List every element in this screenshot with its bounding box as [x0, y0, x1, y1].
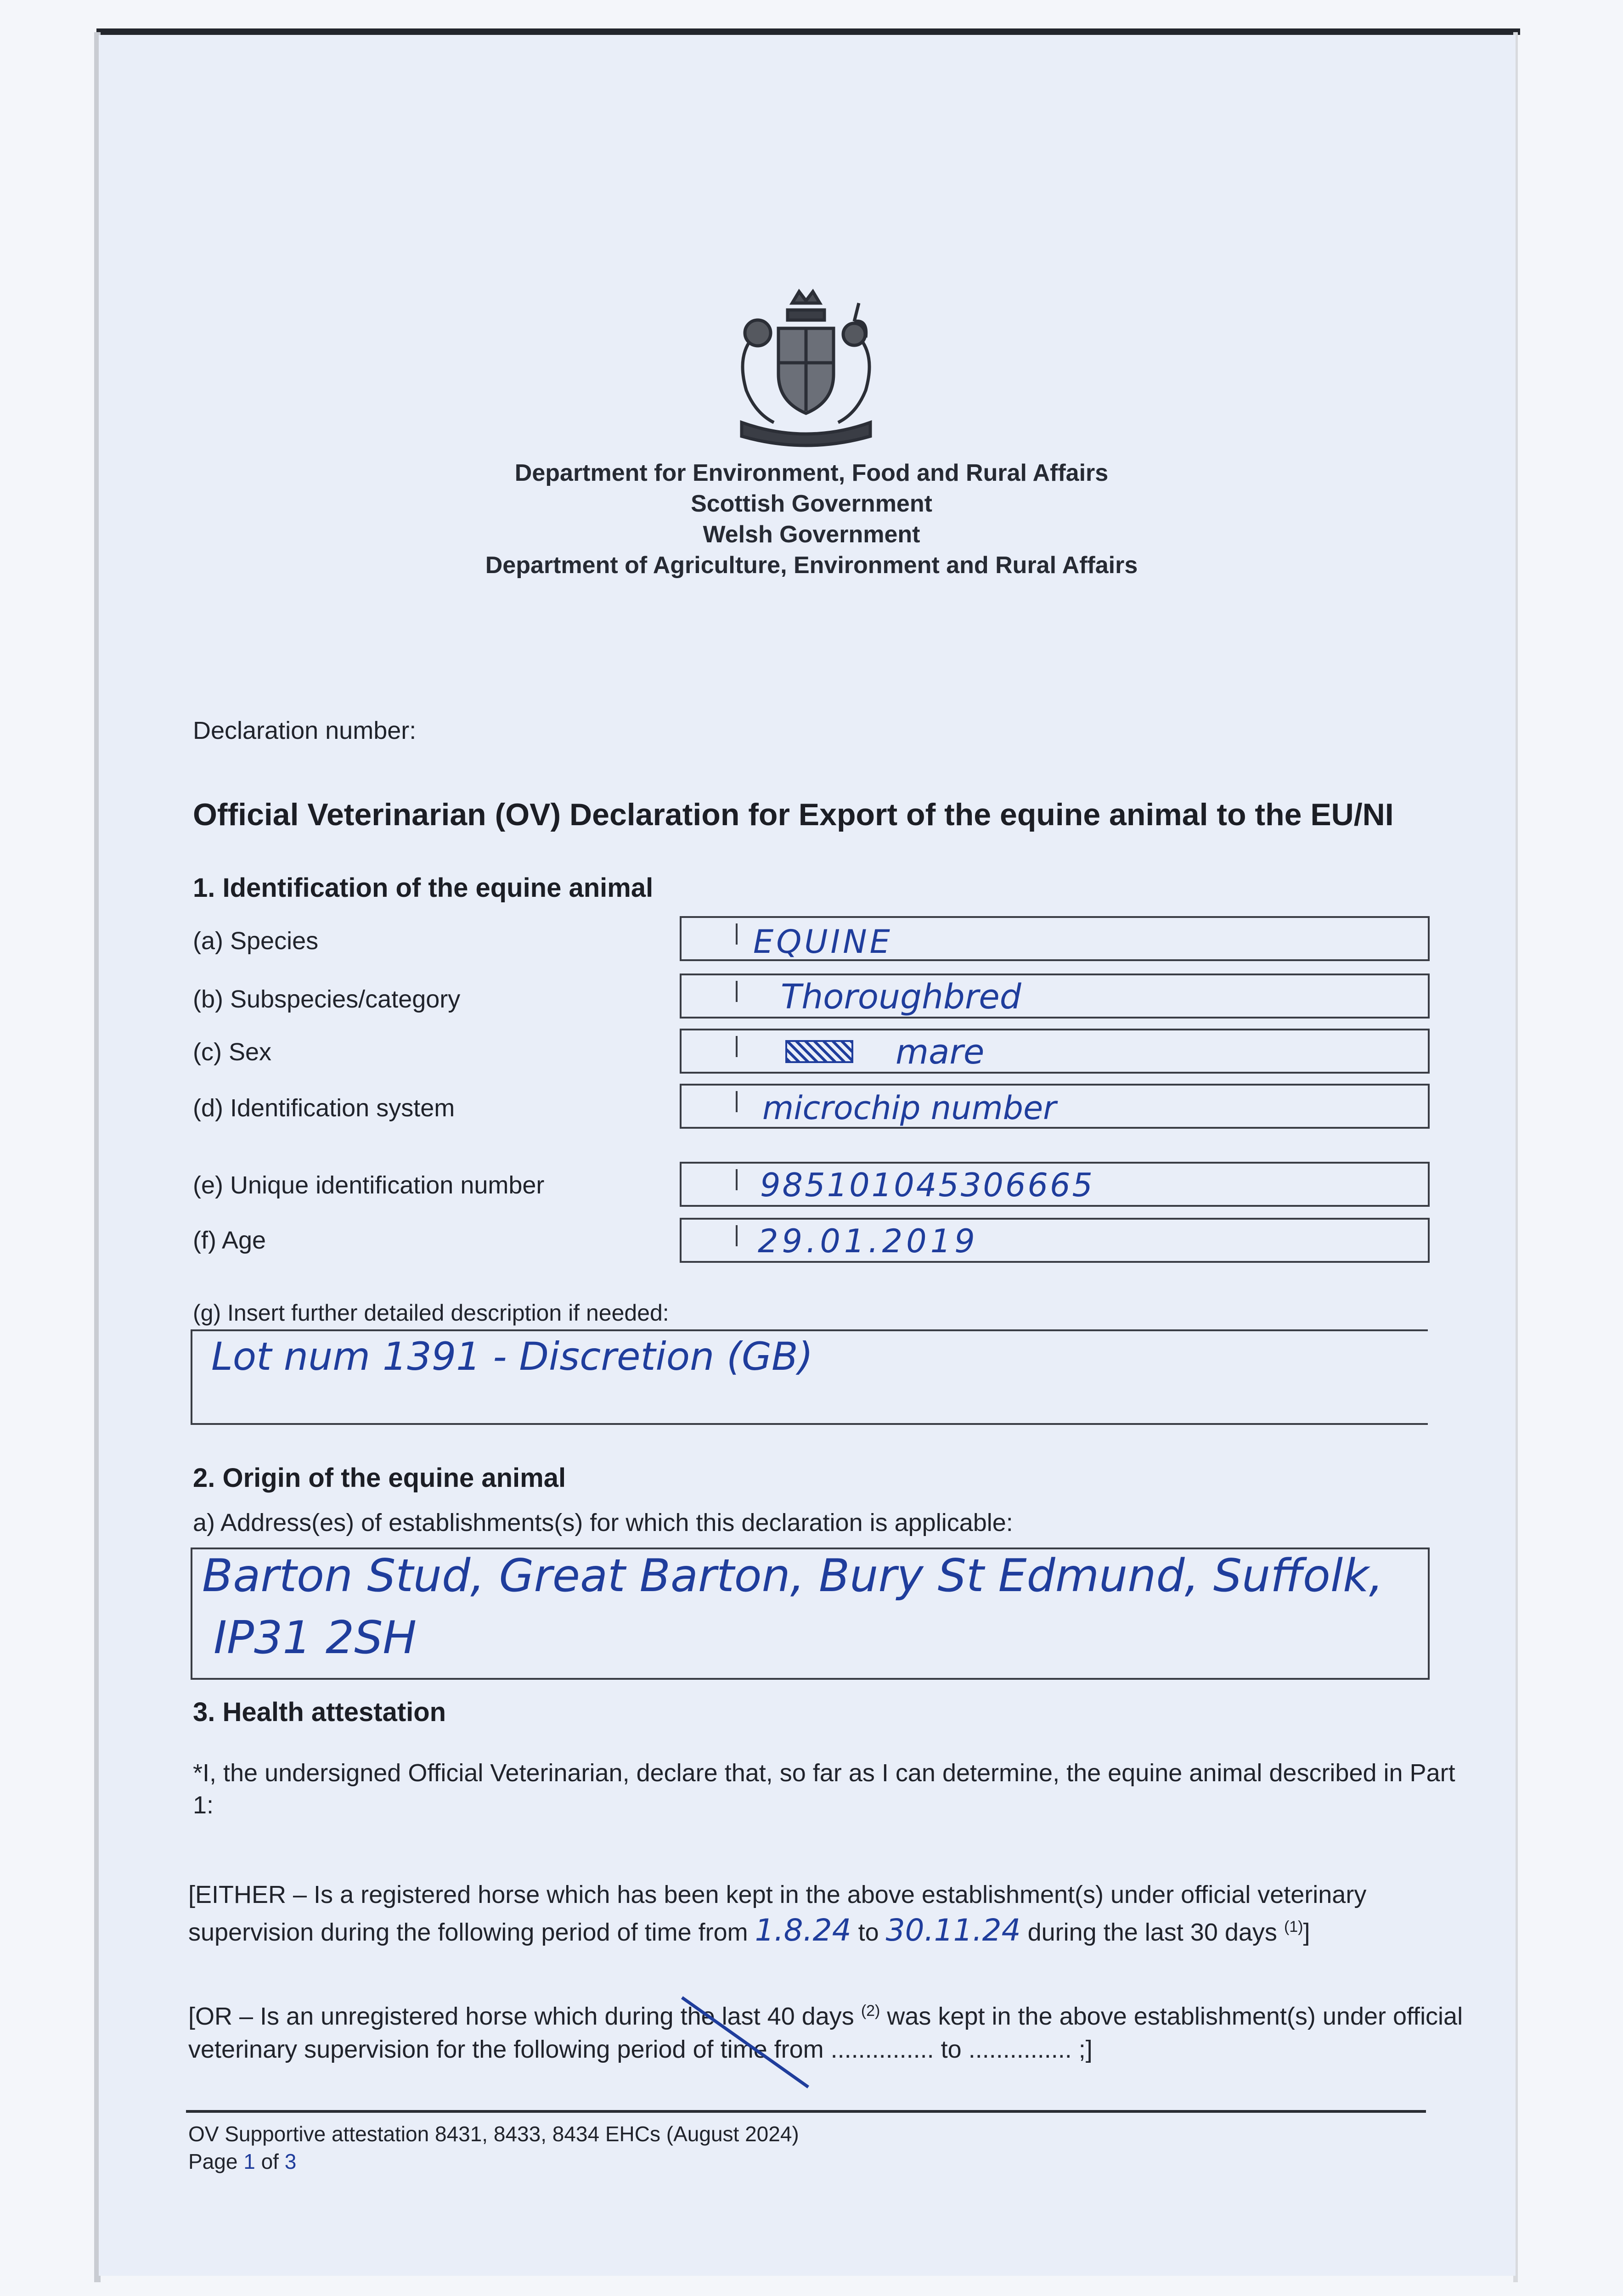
page-word: Page [188, 2150, 238, 2173]
subspecies-label: (b) Subspecies/category [193, 985, 461, 1013]
either-text-b: during the last 30 days [1027, 1919, 1277, 1946]
footer-attestation-line: OV Supportive attestation 8431, 8433, 8434 EHCs (August 2024) [188, 2122, 799, 2146]
or-line-2: veterinary supervision for the following period of time from ............... to ............... ;] [188, 2036, 1093, 2063]
or-text-a: [OR – Is an unregistered horse which during the last 40 days [188, 2003, 854, 2030]
either-footnote: (1) [1284, 1918, 1303, 1936]
either-line-1: [EITHER – Is a registered horse which has been kept in the above establishment(s) under official veterinary [188, 1881, 1367, 1908]
department-line-3: Welsh Government [703, 521, 920, 548]
section-1-heading: 1. Identification of the equine animal [193, 873, 654, 903]
strike-through-mark [680, 1995, 813, 2092]
further-description-label: (g) Insert further detailed description if needed: [193, 1300, 669, 1326]
footer-rule [186, 2110, 1426, 2113]
sex-label: (c) Sex [193, 1038, 272, 1066]
further-description-value: Lot num 1391 - Discretion (GB) [211, 1334, 813, 1379]
royal-coat-of-arms-icon [723, 285, 889, 450]
attestation-intro-line-1: *I, the undersigned Official Veterinarian, declare that, so far as I can determine, the equine animal described in Part [193, 1759, 1455, 1787]
page-title: Official Veterinarian (OV) Declaration for Export of the equine animal to the EU/NI [193, 797, 1394, 832]
sex-value: mare [896, 1032, 985, 1072]
page-total: 3 [284, 2150, 297, 2173]
page-current: 1 [243, 2150, 255, 2173]
declaration-number-label: Declaration number: [193, 717, 417, 744]
either-line-2 [188, 1913, 1310, 1948]
age-value: 29.01.2019 [758, 1222, 979, 1260]
section-3-heading: 3. Health attestation [193, 1697, 446, 1727]
crossed-out-scribble [785, 1040, 853, 1063]
either-text-a: supervision during the following period of time from [188, 1919, 748, 1946]
address-label: a) Address(es) of establishments(s) for which this declaration is applicable: [193, 1509, 1013, 1536]
address-line-1: Barton Stud, Great Barton, Bury St Edmund, Suffolk, [202, 1550, 1384, 1602]
or-footnote: (2) [861, 2002, 880, 2020]
page-of-word: of [261, 2150, 279, 2173]
scan-top-edge [96, 28, 1520, 35]
identification-system-label: (d) Identification system [193, 1094, 455, 1122]
department-line-4: Department of Agriculture, Environment and Rural Affairs [485, 552, 1138, 579]
either-to-date: 30.11.24 [885, 1913, 1021, 1948]
department-line-2: Scottish Government [691, 490, 932, 517]
address-line-2: IP31 2SH [214, 1612, 417, 1664]
either-from-date: 1.8.24 [755, 1913, 851, 1948]
subspecies-value: Thoroughbred [781, 977, 1021, 1017]
page-number [188, 2149, 296, 2174]
department-line-1: Department for Environment, Food and Rural Affairs [514, 460, 1109, 486]
age-label: (f) Age [193, 1227, 266, 1254]
either-end: ] [1303, 1919, 1310, 1946]
identification-system-value: microchip number [762, 1089, 1056, 1127]
unique-id-label: (e) Unique identification number [193, 1171, 545, 1199]
section-2-heading: 2. Origin of the equine animal [193, 1463, 566, 1493]
attestation-intro-line-2: 1: [193, 1791, 214, 1819]
either-to-word: to [858, 1919, 879, 1946]
or-line-1 [188, 2002, 1463, 2031]
species-value: EQUINE [753, 923, 893, 961]
or-text-b: was kept in the above establishment(s) under official [887, 2003, 1463, 2030]
species-label: (a) Species [193, 927, 319, 955]
unique-id-value: 985101045306665 [760, 1166, 1095, 1204]
